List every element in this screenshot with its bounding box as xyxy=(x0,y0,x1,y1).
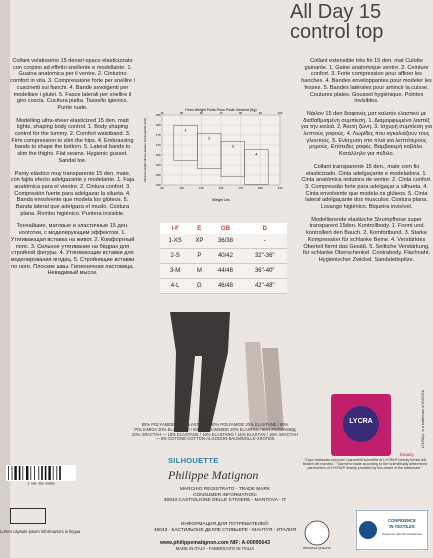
tick-label: 150 xyxy=(155,183,161,187)
table-cell: XP xyxy=(190,234,208,249)
iso-badge-icon xyxy=(10,508,46,524)
barcode-bar xyxy=(34,466,35,480)
tick-label: 60 xyxy=(199,111,203,115)
brand-logo: Philippe Matignon xyxy=(168,468,259,482)
size-zone-label: 4 xyxy=(255,151,258,157)
barcode-bar xyxy=(41,466,43,480)
textile-line3: Tested for harmful substances xyxy=(381,532,423,536)
quality-badge-text: PROVA DI QUALITA xyxy=(303,546,331,550)
chart-bottom-label: Weight Lbs xyxy=(212,198,230,202)
header-d: D xyxy=(243,223,288,234)
header-if: I-F xyxy=(160,223,190,234)
right-description xyxy=(300,58,433,270)
company-info xyxy=(140,487,310,504)
table-row xyxy=(160,249,287,264)
barcode-bar xyxy=(12,466,13,480)
tick-label: 150 xyxy=(218,186,224,190)
tick-label: 165 xyxy=(155,153,161,157)
barcode-number: 8 000 000 00000 xyxy=(27,482,55,485)
desc-en: Modelling ultra-sheer elasticized 15 den. matt tights, shaping body control. 1. Body shaping control for the tummy. 2. Comfort waistband. 3. Firm compression to slim the hips. 4. Embrassing bands to shape the bottom. 5. Lateral bands to slim the thighs. Flat seams. Hygienic gusset. Sandal toe. xyxy=(11,117,134,164)
barcode-bar xyxy=(38,466,39,480)
lycra-side-text: LYCRA® is a trademark of INVISTA xyxy=(421,390,425,449)
tick-label: 100 xyxy=(277,111,283,115)
table-cell: 3-M xyxy=(160,264,190,279)
table-cell: P xyxy=(190,249,208,264)
consumer-info-ru xyxy=(140,522,310,533)
barcode-bar xyxy=(22,466,23,480)
table-cell: 46/48 xyxy=(208,279,242,294)
tick-label: 90 xyxy=(258,111,262,115)
left-description xyxy=(10,58,135,283)
tick-label: 110 xyxy=(179,186,184,190)
tick-label: 50 xyxy=(180,111,184,115)
table-row xyxy=(160,279,287,294)
textile-line2: IN TEXTILES xyxy=(389,524,415,529)
header-e: E xyxy=(190,223,208,234)
size-chart xyxy=(140,105,290,205)
tick-label: 155 xyxy=(155,173,161,177)
table-cell: 1-XS xyxy=(160,234,190,249)
table-cell: 36"-40" xyxy=(243,264,288,279)
table-cell: - xyxy=(243,234,288,249)
barcode-bar xyxy=(56,466,57,480)
desc-it: Collant velatissimo 15 denari opaco elasticizzato con corpino ad effetto snellente e modellante. 1. Guaina anatomica per il ventre. 2. Cinturino comfort in vita. 3. Compressione forte per snellire i cuscinetti sui fianchi. 4. Bande avvolgenti per modellare i glutei. 5. Fasce laterali per snellire il giro coscia. Cucitura piatta. Tassello igienico. Punte nude. xyxy=(10,58,135,111)
barcode-bar xyxy=(48,466,50,480)
tick-label: 90 xyxy=(160,186,164,190)
table-cell: 40/42 xyxy=(208,249,242,264)
title-line2: control top xyxy=(290,21,384,43)
tick-label: 185 xyxy=(155,113,161,117)
company-line1: MARCHIO REGISTRATO - TRADE MARK xyxy=(179,487,271,492)
desc-fr: Collant extensible très fin 15 den. mat Culotte gainante. 1. Gaine anatomique ventre. 2. Ceinture confort. 3. Forte compression pour affiner les hanches. 4. Bandes enveloppantes pour modeler les fesses. 5. Bandes latérales pour amincir la cuisse. Coutures plates. Gousset hygiénique. Pointes invisibles. xyxy=(301,58,432,105)
table-cell: 2-S xyxy=(160,249,190,264)
table-cell: G xyxy=(190,279,208,294)
size-zone-label: 2 xyxy=(208,135,211,141)
size-table xyxy=(160,223,287,294)
consumer-ru-line2: 46043 - КАСТИЛЬОНЕ ДЕЛЛЕ СТИВЬЕРЕ - МАНТУЯ - ИТАЛИЯ xyxy=(153,527,297,533)
desc-es: Panty elástico muy transparente 15 den. mate, con fajita efecto adelgazante y modelante. 1. Faja anatómica para el vientre. 2. Cintura confort. 3. Compresión fuerte para adelgazar la silueta. 4. Banda envolvente que modela los glúteos. 5. Banda lateral que adelgaza el muslo. Costura plana. Rombo higiénico. Puntera invisible. xyxy=(10,170,135,217)
barcode-bar xyxy=(45,466,47,480)
textile-line1: CONFIDENCE xyxy=(388,518,416,523)
textile-badge-icon xyxy=(356,510,428,550)
bottom-left-text: Lorem capsule ipsum informazioni in lingua xyxy=(0,529,81,534)
desc-gr: Νάιλον 15 den διαφανές ματ καλσόν ελαστικό με διαθαθμισμένη συμπίεση. 1. Διαμορφωμένο λαστέξ για την κοιλιά. 2. Άνετη ζώνη. 3. Ισχυρή συμπίεση για λεπτούς γοφούς. 4. Λωρίδες που αγκαλιάζουν τους γλουτούς. 5. Ενίσχυση στο πλαϊ για λεπτότερους μηρούς. Επίπεδες ραφές. Βαμβακερή καβάλο. Κατάλληλο για πέδιλο. xyxy=(301,110,432,158)
lycra-beauty-label: beauty xyxy=(400,452,414,457)
barcode-bar xyxy=(30,466,31,480)
size-zone-label: 1 xyxy=(184,127,187,133)
silhouette-label: SILHOUETTE xyxy=(168,456,219,465)
table-cell: 32"-36" xyxy=(243,249,288,264)
company-line3: 46043 CASTIGLIONE DELLE STIVIERE - MANTOVA - IT xyxy=(163,498,287,504)
product-title xyxy=(290,2,433,42)
nif-text: NIF: A-00095643 xyxy=(230,540,271,546)
tick-label: 40 xyxy=(160,111,164,115)
table-cell: 44/46 xyxy=(208,264,242,279)
lycra-notes: "Capo realizzato secondo i parametri scientifici di LYCRA® beauty fornito dal titolare del marchio." "Garment made according to the scientifically determined parameters of LYCRA® beauty provided by the owner of the trademark." xyxy=(302,458,428,471)
consumer-ru-line1: ИНФОРМАЦИЯ ДЛЯ ПОТРЕБИТЕЛЕЙ: xyxy=(181,522,269,527)
tick-label: 170 xyxy=(155,143,161,147)
tick-label: 70 xyxy=(219,111,223,115)
barcode-bar xyxy=(14,466,16,480)
desc-ru: Тончайшие, матовые и эластичные 15 ден. колготки, с моделирующим эффектом. 1. Утягивающая вставка на живот. 2. Комфортный пояс. 3. Сильное утягивание на бёдрах для стройной фигуры. 4. Утягивающие вставки для моделирования ягодиц. 5. Стройнящие вставки по ноге. Плоские швы. Гигиеничная ластовица. Невидимый мысок. xyxy=(10,223,135,277)
company-line2: CONSUMER INFORMATION: xyxy=(193,492,257,498)
lycra-label: LYCRA xyxy=(349,418,373,425)
chart-top-label: Peso Weight Poids Peso Poids Gewicht (Kg) xyxy=(185,108,257,112)
size-zone-label: 3 xyxy=(231,143,234,149)
table-cell: 4-L xyxy=(160,279,190,294)
barcode-icon xyxy=(6,465,76,485)
made-in-text: MADE IN ITALY - FABBRICATO IN ITALIA xyxy=(175,546,255,551)
tick-label: 170 xyxy=(238,186,244,190)
table-row xyxy=(160,234,287,249)
tick-label: 80 xyxy=(239,111,243,115)
lycra-logo xyxy=(331,394,391,456)
desc-pt: Collant transparente 15 den., mate com fio elasticizado. Cinta adelgaçante e modeladora. 1. Cinta anatómica redutora de ventre. 2. Cinta confort. 3. Compressão forte para adelgaçar a silhueta. 4. Cinta envolvente que modela os glúteos. 5. Cinta lateral adelgaçante dos musculos. Costura plana. Losango higiénico. Biqueira invisível. xyxy=(301,163,432,211)
desc-de: Modellierende elastische Strumpfhose super transparent 15den. Kontrollbody. 1. Formt und kontrolliert den Bauch. 2. Komfortbund. 3. Starke Kompression für schlanke Beine. 4. Verstärktes Oberteil formt das Gesäß. 5. Seitliche Verstärkung, für schlanke Oberschenkel. Contrabody. Flachnaht. Hygienischer Zwickel. Sandalettspitze. xyxy=(302,216,431,263)
barcode-bar xyxy=(19,466,21,480)
title-line1: All Day 15 xyxy=(290,1,382,23)
header-gb: GB xyxy=(208,223,242,234)
barcode-bar xyxy=(59,466,61,480)
website-url: www.philippematignon.com xyxy=(159,540,229,546)
composition-text: 80% POLYAMIDE 20% ELASTANE / 80% POLYAMIDE 20% ELASTANE / 80% POLIAMIDA 20% ELASTANO / 80% POLIAMMIDE 20% ELASTAN / 80% ПОЛИАМИД 20% ЭЛАСТАН — 16% ELASTANE / 16% ELASTANO / 16% ELASTAN / 16% ЭЛАСТАН — 5% COTONE-COTTON-ALGODON-BAUMWOLLE-ХЛОПОК xyxy=(132,422,298,442)
tick-label: 210 xyxy=(277,186,283,190)
table-cell: M xyxy=(190,264,208,279)
tick-label: 190 xyxy=(257,186,263,190)
tick-label: 175 xyxy=(155,133,161,137)
size-table-header xyxy=(160,223,287,234)
barcode-bar xyxy=(8,466,9,480)
chart-side-label: Altezza Height Altura Hauteur Körpergröße (Cm) xyxy=(143,117,147,183)
tick-label: 180 xyxy=(155,123,161,127)
table-cell: 42"-48" xyxy=(243,279,288,294)
legs-image xyxy=(150,312,290,440)
barcode-bar xyxy=(53,466,54,480)
table-row xyxy=(160,264,287,279)
quality-badge-icon xyxy=(300,519,334,551)
legs-silhouette-icon xyxy=(170,312,230,432)
tick-label: 160 xyxy=(155,163,161,167)
table-cell: 36/38 xyxy=(208,234,242,249)
barcode-bar xyxy=(26,466,28,480)
tick-label: 130 xyxy=(198,186,204,190)
